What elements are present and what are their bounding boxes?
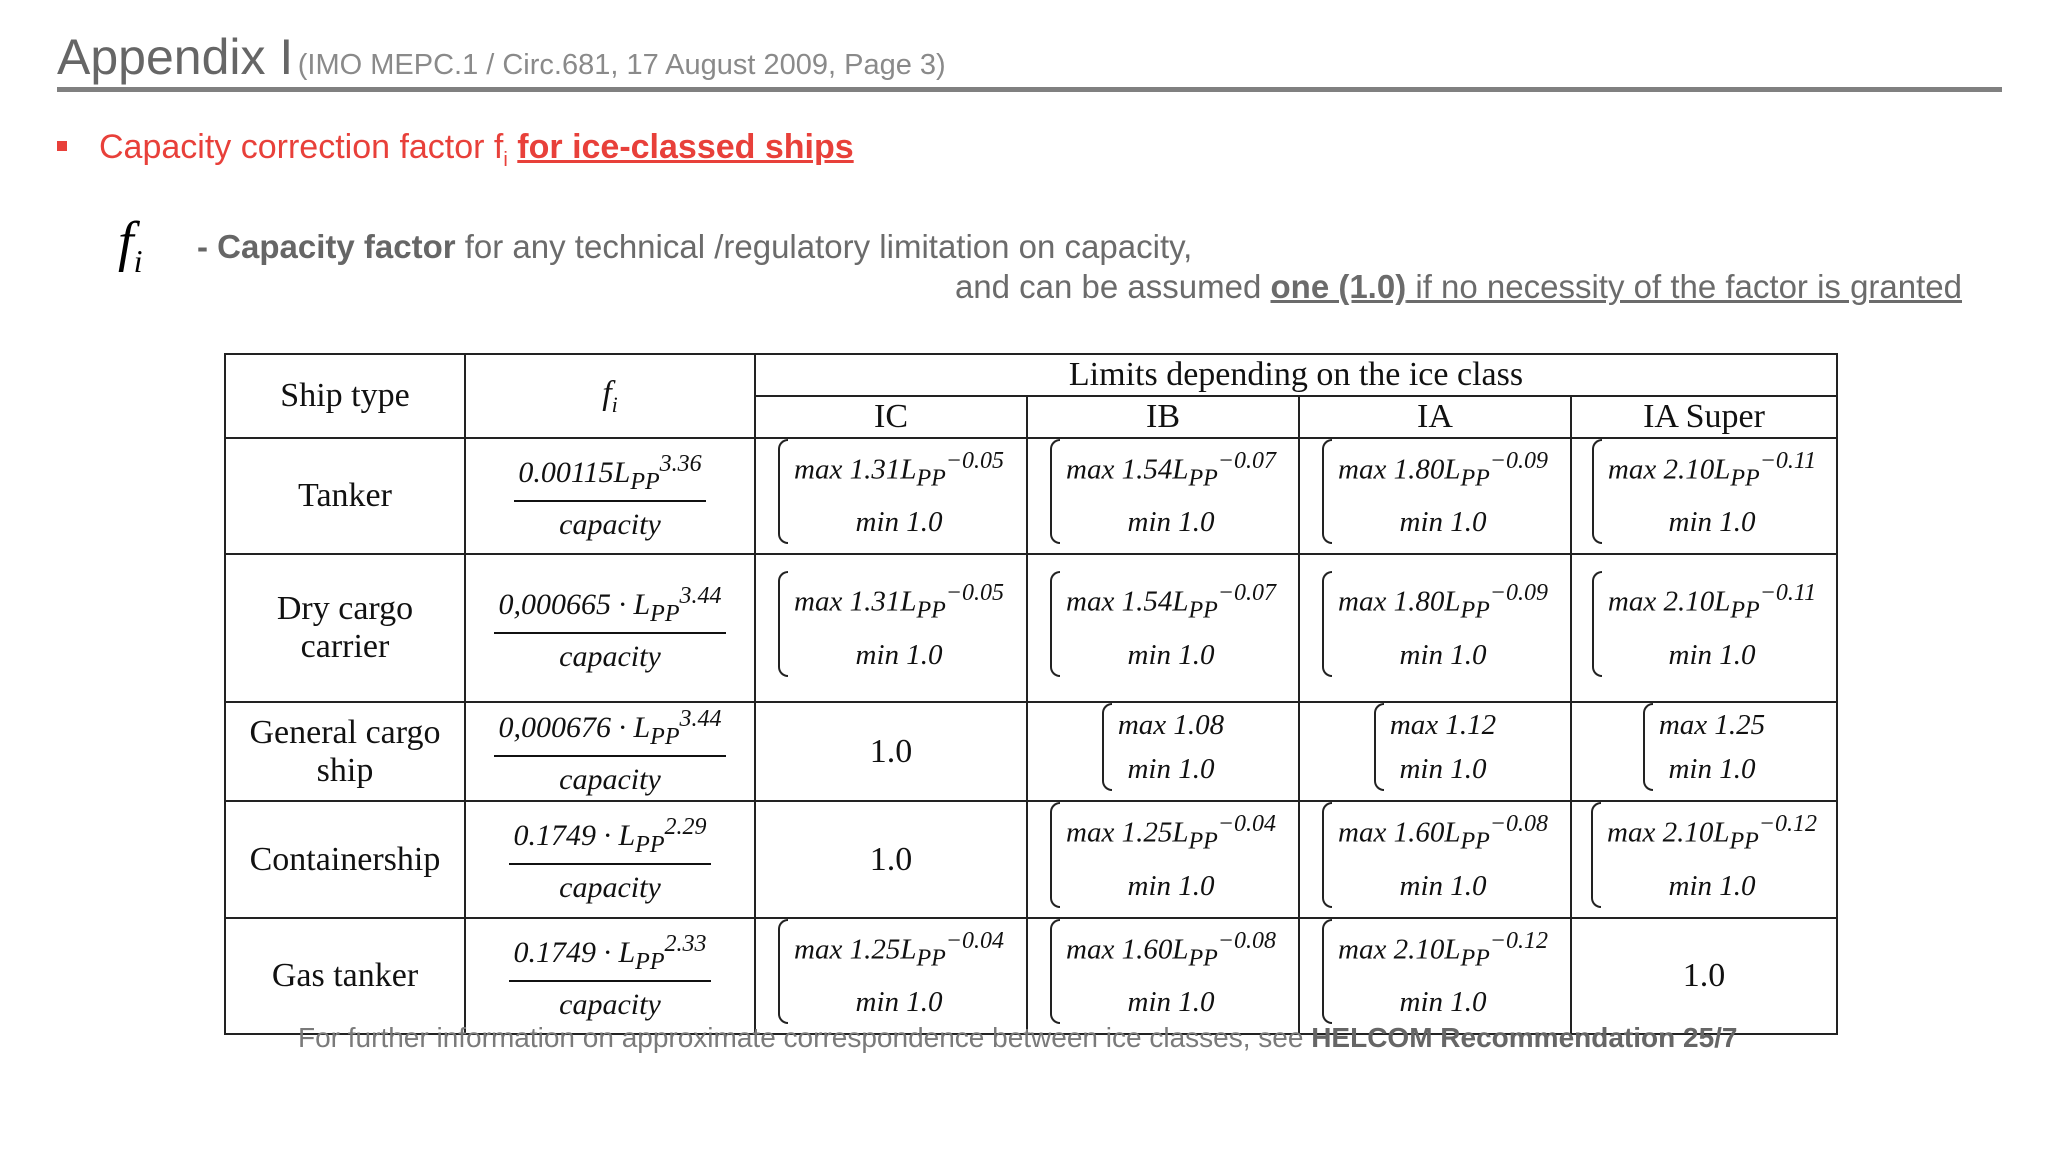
limit-min: min 1.0 xyxy=(855,506,943,539)
fi-coefficient: 0.00115 xyxy=(518,455,614,489)
definition-line2-rest: if no necessity of the factor is granted xyxy=(1406,268,1962,305)
fi-formula-cell xyxy=(465,438,755,554)
limit-min: min 1.0 xyxy=(1399,506,1487,539)
fi-coefficient: 0.1749 xyxy=(513,819,596,853)
lpp-sub: PP xyxy=(650,600,680,627)
limit-min: min 1.0 xyxy=(1399,986,1487,1019)
limit-max-value: max 1.25 xyxy=(1658,709,1766,742)
limit-rows xyxy=(794,439,1004,544)
brace-icon xyxy=(1050,571,1060,676)
footnote-bold: HELCOM Recommendation 25/7 xyxy=(1311,1022,1738,1053)
fi-separator: · xyxy=(595,819,619,853)
limit-rows xyxy=(1390,703,1496,791)
limit-exponent: −0.09 xyxy=(1489,448,1548,474)
limit-min: min 1.0 xyxy=(855,638,943,671)
fi-denominator: capacity xyxy=(559,871,661,905)
fi-fraction xyxy=(514,451,705,542)
lpp-sub: PP xyxy=(1460,465,1490,492)
limit-min: min 1.0 xyxy=(1668,638,1756,671)
limit-max-value: max 1.25 xyxy=(794,933,901,966)
limit-exponent: −0.07 xyxy=(1217,448,1276,474)
header-fi-sub: i xyxy=(611,391,618,417)
lpp-sub: PP xyxy=(1188,945,1218,972)
fi-separator: · xyxy=(610,711,634,745)
fi-coefficient: 0,000676 xyxy=(498,711,611,745)
limit-rows xyxy=(1608,571,1816,676)
limit-max: $\max 1.31L_{PP}^{-0.05}$ xyxy=(794,448,1004,492)
fi-fraction xyxy=(494,583,725,674)
fi-fraction xyxy=(509,931,710,1022)
brace-icon xyxy=(1592,571,1602,676)
lpp-sub: PP xyxy=(635,832,665,859)
limit-cell-ib xyxy=(1027,438,1299,554)
limit-cell-ia xyxy=(1299,801,1571,917)
limit-cell-ia xyxy=(1299,918,1571,1034)
brace-icon xyxy=(1322,439,1332,544)
brace-icon xyxy=(1050,919,1060,1024)
brace-icon xyxy=(778,439,788,544)
limit-max-value: max 1.25 xyxy=(1066,817,1173,850)
header-ia: IA xyxy=(1299,396,1571,438)
limit-max: $\max 2.10L_{PP}^{-0.12}$ xyxy=(1607,811,1817,855)
definition-line-2 xyxy=(955,268,1962,306)
table-row xyxy=(225,702,1837,801)
title-main: Appendix I xyxy=(57,29,294,85)
limit-cell-ia-super: 1.0 xyxy=(1571,918,1837,1034)
limit-exponent: −0.07 xyxy=(1217,580,1276,607)
ice-class-table xyxy=(224,353,1838,1035)
lpp-sub: PP xyxy=(1730,597,1760,624)
definition-rest: for any technical /regulatory limitation on capacity, xyxy=(455,228,1193,265)
limit-max-value: max 2.10 xyxy=(1607,453,1715,486)
limit-max-value: max 1.80 xyxy=(1338,585,1445,618)
limit-cases xyxy=(1050,439,1276,544)
limit-max-value: max 1.54 xyxy=(1066,585,1173,618)
fi-exponent: 2.29 xyxy=(664,814,707,841)
header-fi-f: f xyxy=(602,374,612,412)
title-subtitle: (IMO MEPC.1 / Circ.681, 17 August 2009, Page 3) xyxy=(297,49,946,81)
ship-type-cell: General cargo ship xyxy=(225,702,465,801)
table-row xyxy=(225,918,1837,1034)
lpp-sub: PP xyxy=(1460,597,1490,624)
fi-denominator: capacity xyxy=(559,507,661,541)
limit-cell-ic xyxy=(755,438,1027,554)
limit-max-value: max 1.31 xyxy=(794,453,901,486)
fi-denominator: capacity xyxy=(559,987,661,1021)
fi-coefficient: 0,000665 xyxy=(498,587,611,621)
lpp-sub: PP xyxy=(1188,465,1218,492)
limit-min: min 1.0 xyxy=(1127,506,1215,539)
fi-formula-cell xyxy=(465,554,755,702)
limit-min: min 1.0 xyxy=(1127,753,1215,786)
limit-cell-ia xyxy=(1299,554,1571,702)
limit-max: $\max 1.80L_{PP}^{-0.09}$ xyxy=(1338,448,1548,492)
fi-symbol xyxy=(118,210,142,280)
limit-rows xyxy=(1338,919,1548,1024)
bullet-prefix: Capacity correction factor f xyxy=(99,128,504,166)
ship-type-cell: Dry cargo carrier xyxy=(225,554,465,702)
limit-cases xyxy=(1322,802,1548,907)
limit-exponent: −0.05 xyxy=(945,448,1004,474)
lpp-sub: PP xyxy=(1460,945,1490,972)
limit-cell-ia-super xyxy=(1571,554,1837,702)
limit-min: min 1.0 xyxy=(1399,869,1487,902)
fi-coefficient: 0.1749 xyxy=(513,935,596,969)
limit-exponent: −0.12 xyxy=(1489,927,1548,954)
limit-exponent: −0.09 xyxy=(1489,580,1548,607)
limit-exponent: −0.12 xyxy=(1758,811,1817,838)
limit-max-value: max 1.31 xyxy=(794,585,901,618)
lpp-sub: PP xyxy=(1188,828,1218,855)
limit-max: $\max 1.60L_{PP}^{-0.08}$ xyxy=(1338,811,1548,855)
limit-exponent: −0.05 xyxy=(945,580,1004,607)
limit-cases xyxy=(1322,571,1548,676)
bullet-subscript: i xyxy=(503,148,508,171)
limit-cell-ia xyxy=(1299,702,1571,801)
fi-numerator: $0,000676 \cdot L_{PP}^{3.44}$ xyxy=(494,706,725,757)
limit-max: $\max 2.10L_{PP}^{-0.11}$ xyxy=(1607,580,1817,624)
brace-icon xyxy=(1374,703,1384,791)
brace-icon xyxy=(1102,703,1112,791)
fi-numerator: $0.1749 \cdot L_{PP}^{2.29}$ xyxy=(509,814,710,865)
title-divider xyxy=(57,87,2002,92)
limit-min: min 1.0 xyxy=(855,986,943,1019)
limit-cases xyxy=(778,919,1004,1024)
limit-rows xyxy=(1338,439,1548,544)
limit-max: $\max 1.54L_{PP}^{-0.07}$ xyxy=(1066,580,1276,624)
brace-icon xyxy=(1322,919,1332,1024)
limit-rows xyxy=(1608,439,1816,544)
lpp-sub: PP xyxy=(630,468,660,495)
limit-cases xyxy=(1322,439,1548,544)
header-ship-type: Ship type xyxy=(225,354,465,438)
lpp-sub: PP xyxy=(1729,828,1759,855)
brace-icon xyxy=(1322,571,1332,676)
limit-min: min 1.0 xyxy=(1127,638,1215,671)
table-row xyxy=(225,554,1837,702)
limit-max xyxy=(1390,703,1496,747)
limit-cases xyxy=(1374,703,1496,791)
fi-formula-cell xyxy=(465,702,755,801)
limit-cell-ia xyxy=(1299,438,1571,554)
brace-icon xyxy=(1050,439,1060,544)
definition-line2-pre: and can be assumed xyxy=(954,268,1271,305)
header-ib: IB xyxy=(1027,396,1299,438)
limit-cell-ia-super xyxy=(1571,801,1837,917)
brace-icon xyxy=(778,919,788,1024)
limit-max-value: max 1.08 xyxy=(1117,709,1225,742)
limit-max: $\max 1.80L_{PP}^{-0.09}$ xyxy=(1338,580,1548,624)
footnote xyxy=(298,1022,1738,1054)
limit-rows xyxy=(1066,571,1276,676)
limit-rows xyxy=(1066,802,1276,907)
limit-cell-ia-super xyxy=(1571,438,1837,554)
header-ia-super: IA Super xyxy=(1571,396,1837,438)
lpp-sub: PP xyxy=(916,465,946,492)
limit-rows xyxy=(1118,703,1224,791)
fi-denominator: capacity xyxy=(559,763,661,797)
bullet-square-icon xyxy=(57,141,67,151)
limit-cell-ic: 1.0 xyxy=(755,702,1027,801)
limit-cases xyxy=(1050,919,1276,1024)
limit-max xyxy=(1659,703,1765,747)
lpp-sub: PP xyxy=(1730,465,1760,492)
header-fi xyxy=(465,354,755,438)
limit-max-value: max 2.10 xyxy=(1607,585,1715,618)
ship-type-cell: Containership xyxy=(225,801,465,917)
brace-icon xyxy=(1050,802,1060,907)
limit-max: $\max 1.60L_{PP}^{-0.08}$ xyxy=(1066,927,1276,972)
limit-rows xyxy=(1066,919,1276,1024)
limit-max: $\max 1.54L_{PP}^{-0.07}$ xyxy=(1066,448,1276,492)
limit-cell-ib xyxy=(1027,554,1299,702)
fi-separator: · xyxy=(595,935,619,969)
brace-icon xyxy=(778,571,788,676)
limit-exponent: −0.11 xyxy=(1759,448,1817,474)
lpp-sub: PP xyxy=(1460,828,1490,855)
slide-title xyxy=(57,28,946,86)
fi-fraction xyxy=(494,706,725,797)
limit-max-value: max 1.60 xyxy=(1066,933,1173,966)
limit-cases xyxy=(778,571,1004,676)
lpp-sub: PP xyxy=(916,945,946,972)
limit-min: min 1.0 xyxy=(1399,753,1487,786)
fi-numerator: $0,000665 \cdot L_{PP}^{3.44}$ xyxy=(494,583,725,634)
ship-type-cell: Tanker xyxy=(225,438,465,554)
limit-max xyxy=(1118,703,1224,747)
limit-cases xyxy=(1050,802,1276,907)
ship-type-cell: Gas tanker xyxy=(225,918,465,1034)
limit-cases xyxy=(1592,439,1816,544)
fi-exponent: 3.36 xyxy=(659,450,702,477)
table-row xyxy=(225,438,1837,554)
limit-cell-ic xyxy=(755,554,1027,702)
limit-max-value: max 1.54 xyxy=(1066,453,1173,486)
header-limits: Limits depending on the ice class xyxy=(755,354,1837,396)
limit-cases xyxy=(1050,571,1276,676)
limit-cell-ic: 1.0 xyxy=(755,801,1027,917)
limit-cases xyxy=(1592,571,1816,676)
lpp-sub: PP xyxy=(1188,597,1218,624)
limit-cell-ib xyxy=(1027,801,1299,917)
limit-min: min 1.0 xyxy=(1668,753,1756,786)
fi-numerator: $0.1749 \cdot L_{PP}^{2.33}$ xyxy=(509,931,710,982)
header-ic: IC xyxy=(755,396,1027,438)
fi-formula-cell xyxy=(465,801,755,917)
fi-exponent: 3.44 xyxy=(679,582,722,609)
limit-rows xyxy=(1338,571,1548,676)
bullet-capacity-factor xyxy=(57,128,854,172)
brace-icon xyxy=(1592,439,1602,544)
fi-symbol-sub: i xyxy=(133,243,143,280)
limit-cell-ib xyxy=(1027,702,1299,801)
definition-line-1 xyxy=(197,228,1192,266)
brace-icon xyxy=(1643,703,1653,791)
limit-cases xyxy=(1102,703,1224,791)
limit-rows xyxy=(1659,703,1765,791)
brace-icon xyxy=(1591,802,1601,907)
definition-bold: - Capacity factor xyxy=(197,228,456,265)
limit-rows xyxy=(1607,802,1817,907)
fi-exponent: 3.44 xyxy=(679,706,722,733)
limit-exponent: −0.04 xyxy=(945,927,1004,954)
fi-numerator: $0.00115L_{PP}^{3.36}$ xyxy=(514,451,705,502)
limit-min: min 1.0 xyxy=(1127,986,1215,1019)
limit-max-value: max 1.12 xyxy=(1389,709,1497,742)
fi-exponent: 2.33 xyxy=(664,930,707,957)
limit-min: min 1.0 xyxy=(1399,638,1487,671)
limit-max: $\max 2.10L_{PP}^{-0.11}$ xyxy=(1607,448,1817,492)
limit-cases xyxy=(778,439,1004,544)
limit-max-value: max 2.10 xyxy=(1338,933,1445,966)
limit-min: min 1.0 xyxy=(1127,869,1215,902)
limit-cases xyxy=(1322,919,1548,1024)
fi-symbol-f: f xyxy=(118,211,134,273)
fi-fraction xyxy=(509,814,710,905)
limit-rows xyxy=(794,919,1004,1024)
limit-exponent: −0.08 xyxy=(1217,927,1276,954)
limit-exponent: −0.11 xyxy=(1759,580,1817,607)
fi-formula-cell xyxy=(465,918,755,1034)
fi-denominator: capacity xyxy=(559,639,661,673)
limit-max-value: max 2.10 xyxy=(1607,817,1714,850)
limit-exponent: −0.08 xyxy=(1489,811,1548,838)
lpp-sub: PP xyxy=(650,724,680,751)
limit-max-value: max 1.80 xyxy=(1338,453,1445,486)
limit-cell-ic xyxy=(755,918,1027,1034)
limit-cell-ia-super xyxy=(1571,702,1837,801)
footnote-text: For further information on approximate correspondence between ice classes, see xyxy=(298,1022,1312,1053)
limit-max: $\max 2.10L_{PP}^{-0.12}$ xyxy=(1338,927,1548,972)
definition-line2-bold: one (1.0) xyxy=(1270,268,1407,305)
limit-max: $\max 1.25L_{PP}^{-0.04}$ xyxy=(794,927,1004,972)
limit-cases xyxy=(1643,703,1765,791)
limit-rows xyxy=(1338,802,1548,907)
table-row xyxy=(225,801,1837,917)
brace-icon xyxy=(1322,802,1332,907)
limit-max-value: max 1.60 xyxy=(1338,817,1445,850)
limit-cell-ib xyxy=(1027,918,1299,1034)
limit-rows xyxy=(1066,439,1276,544)
bullet-emphasis: for ice-classed ships xyxy=(517,128,854,166)
lpp-sub: PP xyxy=(635,948,665,975)
limit-max: $\max 1.31L_{PP}^{-0.05}$ xyxy=(794,580,1004,624)
limit-min: min 1.0 xyxy=(1668,869,1756,902)
limit-cases xyxy=(1591,802,1817,907)
limit-min: min 1.0 xyxy=(1668,506,1756,539)
fi-separator: · xyxy=(610,587,634,621)
definition-line2-emph xyxy=(1271,268,1963,305)
limit-max: $\max 1.25L_{PP}^{-0.04}$ xyxy=(1066,811,1276,855)
limit-rows xyxy=(794,571,1004,676)
lpp-sub: PP xyxy=(916,597,946,624)
limit-exponent: −0.04 xyxy=(1217,811,1276,838)
